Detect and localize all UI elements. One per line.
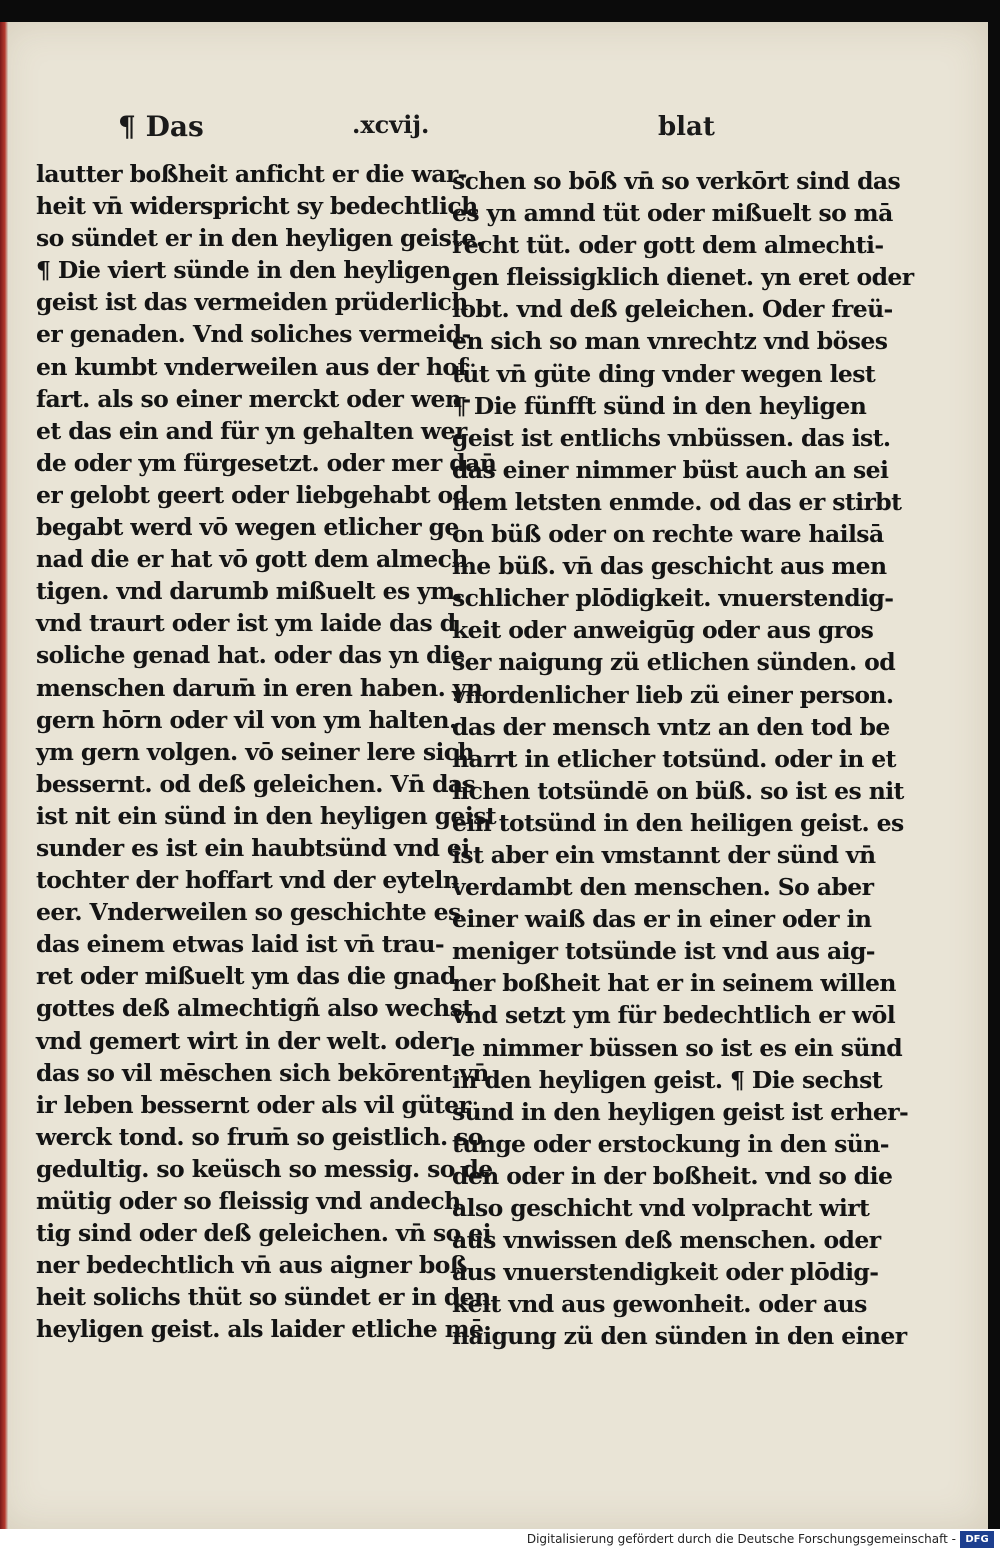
text-line: nem letsten enmde. od das er stirbt (452, 487, 902, 516)
text-line: ¶ Die fünfft sünd in den heyligen (452, 391, 867, 420)
text-line: vnordenlicher lieb zü einer person. (452, 680, 894, 709)
text-line: heit vn̄ widerspricht sy bedechtlich (36, 192, 478, 221)
text-line: ret oder mißuelt ym das die gnad (36, 962, 456, 991)
text-line: geist ist das vermeiden prüderlich (36, 288, 468, 317)
header-right: blat (658, 112, 715, 142)
text-line: werck tond. so frum̄ so geistlich. so (36, 1122, 483, 1151)
text-line: meniger totsünde ist vnd aus aig- (452, 937, 875, 966)
text-line: on büß oder on rechte ware hailsā (452, 520, 884, 549)
text-line: das so vil mēschen sich bekōrent vn̄ (36, 1058, 489, 1087)
text-line: schen so bōß vn̄ so verkōrt sind das (452, 167, 901, 195)
text-line: heit solichs thüt so sündet er in den (36, 1283, 491, 1312)
text-line: ym gern volgen. vō seiner lere sich (36, 737, 474, 766)
text-line: ist aber ein vmstannt der sünd vn̄ (452, 840, 876, 869)
footer-bar (0, 1529, 1000, 1551)
text-line: ¶ Die viert sünde in den heyligen (36, 256, 451, 285)
text-line: lautter boßheit anficht er die war- (36, 160, 467, 188)
text-line: lobt. vnd deß geleichen. Oder freü- (452, 295, 893, 324)
text-line: bessernt. od deß geleichen. Vn̄ das (36, 769, 476, 798)
text-line: mütig oder so fleissig vnd andech (36, 1187, 461, 1215)
text-line: das einem etwas laid ist vn̄ trau- (36, 930, 445, 959)
text-line: gedultig. so keüsch so messig. so de (36, 1154, 493, 1183)
text-line: eer. Vnderweilen so geschichte es (36, 898, 461, 927)
text-line: den oder in der boßheit. vnd so die (452, 1161, 893, 1190)
text-line: heyligen geist. als laider etliche mē (36, 1315, 484, 1344)
text-line: ner boßheit hat er in seinem willen (452, 969, 896, 998)
text-line: es yn amnd tüt oder mißuelt so mā (452, 199, 893, 228)
text-line: sünd in den heyligen geist ist erher- (452, 1097, 909, 1126)
text-line: naigung zü den sünden in den einer (452, 1322, 907, 1351)
text-line: gen fleissigklich dienet. yn eret oder (452, 263, 914, 292)
dfg-logo: DFG (960, 1531, 994, 1548)
text-line: er genaden. Vnd soliches vermeid- (36, 320, 471, 349)
text-line: das der mensch vntz an den tod be (452, 712, 890, 741)
text-line: einer waiß das er in einer oder in (452, 905, 872, 934)
text-line: vnd setzt ym für bedechtlich er wōl (452, 1001, 896, 1030)
text-line: tig sind oder deß geleichen. vn̄ so ei (36, 1219, 491, 1248)
right-text-column (452, 165, 914, 1352)
text-line: et das ein and für yn gehalten wer (36, 416, 467, 445)
header-folio-number: .xcvij. (352, 110, 430, 139)
text-line: ir leben bessernt oder als vil güter (36, 1090, 471, 1119)
text-line: ner bedechtlich vn̄ aus aigner boß (36, 1251, 468, 1280)
text-line: tunge oder erstockung in den sün- (452, 1129, 889, 1158)
text-line: das einer nimmer büst auch an sei (452, 455, 889, 484)
text-line: recht tüt. oder gott dem almechti- (452, 231, 884, 260)
text-line: ser naigung zü etlichen sünden. od (452, 648, 896, 677)
left-text-column (36, 158, 497, 1345)
page-header (0, 110, 988, 150)
text-line: so sündet er in den heyligen geiste. (36, 224, 484, 253)
text-line: nad die er hat vō gott dem almech (36, 545, 468, 574)
text-line: en sich so man vnrechtz vnd böses (452, 327, 888, 356)
text-line: en kumbt vnderweilen aus der hof (36, 352, 468, 381)
funding-credit: Digitalisierung gefördert durch die Deutsche Forschungsgemeinschaft - (526, 1532, 956, 1546)
text-line: gottes deß almechtigñ also wechst (36, 994, 473, 1023)
text-line: de oder ym fürgesetzt. oder mer dan̄ (36, 448, 497, 477)
text-line: ein totsünd in den heiligen geist. es (452, 808, 904, 837)
text-line: harrt in etlicher totsünd. oder in et (452, 744, 896, 773)
text-line: fart. als so einer merckt oder wen- (36, 384, 471, 413)
text-line: geist ist entlichs vnbüssen. das ist. (452, 423, 891, 452)
text-line: schlicher plōdigkeit. vnuerstendig- (452, 584, 894, 613)
text-line: tochter der hoffart vnd der eyteln (36, 866, 460, 895)
book-page (0, 22, 988, 1529)
text-line: verdambt den menschen. So aber (452, 873, 874, 902)
text-line: tüt vn̄ güte ding vnder wegen lest (452, 359, 876, 388)
text-line: soliche genad hat. oder das yn die (36, 641, 465, 670)
text-line: gern hōrn oder vil von ym halten. (36, 705, 457, 734)
text-line: vnd traurt oder ist ym laide das d (36, 609, 456, 638)
text-line: lichen totsündē on büß. so ist es nit (452, 776, 904, 805)
text-line: aus vnuerstendigkeit oder plōdig- (452, 1258, 879, 1287)
text-line: aus vnwissen deß menschen. oder (452, 1226, 881, 1255)
text-line: begabt werd vō wegen etlicher ge (36, 513, 459, 542)
text-line: er gelobt geert oder liebgehabt od (36, 480, 469, 509)
text-line: sunder es ist ein haubtsünd vnd ei (36, 833, 470, 862)
page-spine-edge (0, 22, 8, 1529)
text-line: ist nit ein sünd in den heyligen geist (36, 801, 497, 830)
header-left: ¶ Das (118, 110, 204, 143)
text-line: me büß. vn̄ das geschicht aus men (452, 552, 887, 581)
text-line: tigen. vnd darumb mißuelt es ym. (36, 577, 463, 606)
text-line: keit oder anweigūg oder aus gros (452, 616, 874, 645)
text-line: menschen darum̄ in eren haben. yn (36, 673, 483, 702)
text-line: in den heyligen geist. ¶ Die sechst (452, 1065, 883, 1094)
text-line: keit vnd aus gewonheit. oder aus (452, 1290, 867, 1319)
text-line: vnd gemert wirt in der welt. oder (36, 1026, 452, 1055)
text-line: le nimmer büssen so ist es ein sünd (452, 1033, 903, 1062)
text-line: also geschicht vnd volpracht wirt (452, 1194, 870, 1222)
